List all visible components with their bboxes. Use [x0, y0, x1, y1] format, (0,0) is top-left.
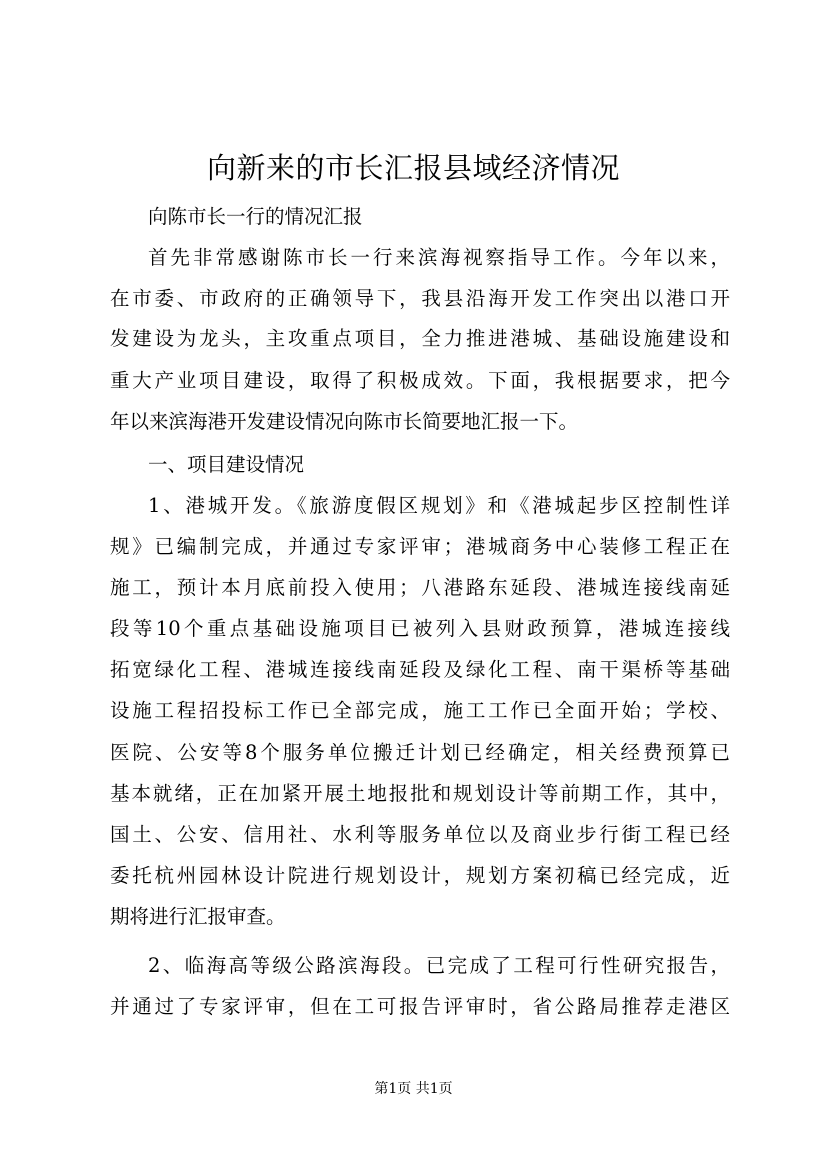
- paragraph-line: 1、港城开发。《旅游度假区规划》和《港城起步区控制性详: [148, 494, 730, 517]
- paragraph-line: 并通过了专家评审，但在工可报告评审时，省公路局推荐走港区: [110, 995, 730, 1018]
- paragraph-line: 发建设为龙头，主攻重点项目，全力推进港城、基础设施建设和: [110, 327, 730, 350]
- subtitle-line: 向陈市长一行的情况汇报: [148, 205, 363, 228]
- paragraph-line: 基本就绪，正在加紧开展土地报批和规划设计等前期工作，其中，: [110, 782, 730, 805]
- paragraph-line: 委托杭州园林设计院进行规划设计，规划方案初稿已经完成，近: [110, 864, 730, 887]
- paragraph-line: 医院、公安等8个服务单位搬迁计划已经确定，相关经费预算已: [110, 741, 730, 764]
- paragraph-line: 拓宽绿化工程、港城连接线南延段及绿化工程、南干渠桥等基础: [110, 658, 730, 681]
- paragraph-line: 在市委、市政府的正确领导下，我县沿海开发工作突出以港口开: [110, 287, 730, 310]
- paragraph-line: 施工，预计本月底前投入使用；八港路东延段、港城连接线南延: [110, 576, 730, 599]
- paragraph-line: 国土、公安、信用社、水利等服务单位以及商业步行街工程已经: [110, 823, 730, 846]
- document-title: 向新来的市长汇报县域经济情况: [206, 151, 620, 185]
- paragraph-line: 期将进行汇报审查。: [110, 905, 286, 928]
- paragraph-line: 规》已编制完成，并通过专家评审；港城商务中心装修工程正在: [110, 535, 730, 558]
- paragraph-line: 设施工程招投标工作已全部完成，施工工作已全面开始；学校、: [110, 699, 730, 722]
- paragraph-line: 段等10个重点基础设施项目已被列入县财政预算，港城连接线: [110, 617, 730, 640]
- page-footer: 第1页 共1页: [374, 1081, 453, 1097]
- section-heading: 一、项目建设情况: [148, 453, 305, 476]
- paragraph-line: 2、临海高等级公路滨海段。已完成了工程可行性研究报告，: [148, 954, 730, 977]
- paragraph-line: 重大产业项目建设，取得了积极成效。下面，我根据要求，把今: [110, 369, 730, 392]
- paragraph-line: 首先非常感谢陈市长一行来滨海视察指导工作。今年以来，: [148, 246, 730, 269]
- paragraph-line: 年以来滨海港开发建设情况向陈市长简要地汇报一下。: [110, 410, 579, 433]
